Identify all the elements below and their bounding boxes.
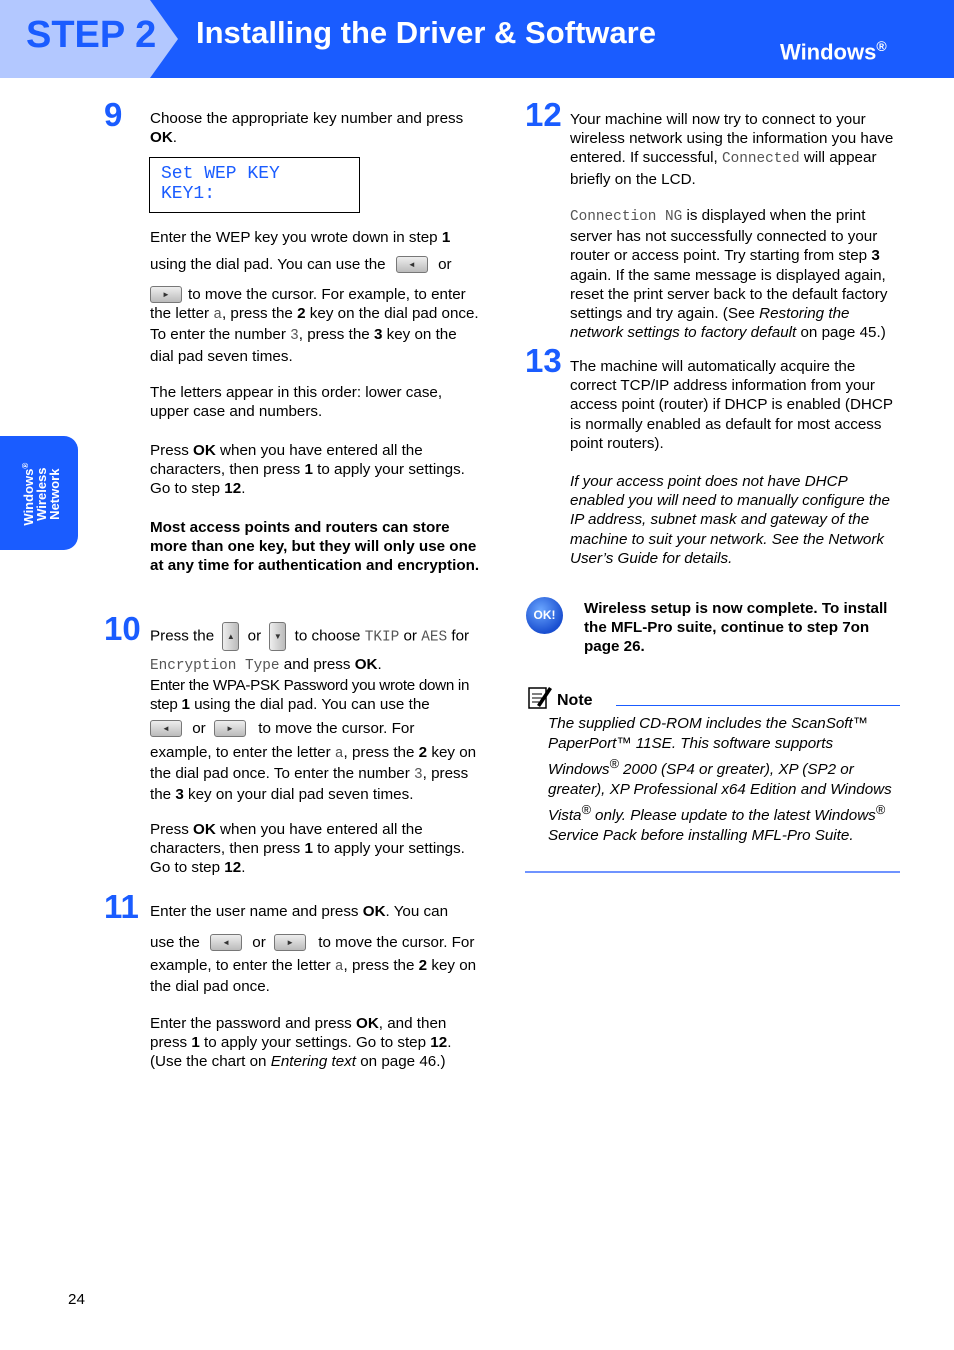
step-11-para-2: Enter the password and press OK, and then press 1 to apply your settings. Go to step 12. (Use the chart on Entering text on page 46.) xyxy=(150,1015,452,1071)
step-9-para-3: Press OK when you have entered all the characters, then press 1 to apply your settings. Go to step 12. xyxy=(150,442,465,498)
down-arrow-key-icon: ▼ xyxy=(269,622,286,651)
completion-message: Wireless setup is now complete. To install the MFL-Pro suite, continue to step 7on page 26. xyxy=(584,600,888,656)
step-11-line-1: Enter the user name and press OK. You can xyxy=(150,903,449,920)
note-pencil-icon xyxy=(527,685,553,711)
page-header xyxy=(0,0,954,78)
step-9-warning: Most access points and routers can store more than one key, but they will only use one at any time for authentication and encryption. xyxy=(150,519,480,575)
step-label: STEP 2 xyxy=(26,14,157,56)
left-arrow-key-icon: ◄ xyxy=(210,934,242,951)
step-13-para-1: The machine will automatically acquire the correct TCP/IP address information from your access point (router) if DHCP is enabled (DHCP is normally enabled as default for most access point routers). xyxy=(570,358,893,452)
step-number-12: 12 xyxy=(525,96,562,133)
lcd-line-1: Set WEP KEY xyxy=(161,164,280,184)
step-9-para-1a: Enter the WEP key you wrote down in step 1 xyxy=(150,229,451,246)
step-11-line-3: example, to enter the letter a, press the 2 key on the dial pad once. xyxy=(150,957,477,996)
step-number-10: 10 xyxy=(104,610,141,647)
step-13-para-2: If your access point does not have DHCP enabled you will need to manually configure the IP address, subnet mask and gateway of the machine to suit your network. See the Network User’s Guide for details. xyxy=(570,473,890,567)
right-arrow-key-icon: ► xyxy=(274,934,306,951)
step-12-para-2: Connection NG is displayed when the print server has not successfully connected to your router or access point. Try starting from step 3 again. If the same message is displayed again, reset the print server back to the default factory settings and try again. (See Restoring the network settings to factory default on page 45.) xyxy=(570,207,888,342)
note-divider-top xyxy=(616,705,900,706)
note-text: The supplied CD-ROM includes the ScanSoft™ PaperPort™ 11SE. This software supports Windows® 2000 (SP4 or greater), XP (SP2 or greater), XP Professional x64 Edition and Windows Vista® only. Please update to the latest Windows® Service Pack before installing MFL-Pro Suite. xyxy=(548,715,892,845)
left-arrow-key-icon: ◄ xyxy=(150,720,182,737)
right-arrow-key-icon: ► xyxy=(150,286,182,303)
left-arrow-key-icon: ◄ xyxy=(396,256,428,273)
step-10-para-2: Press OK when you have entered all the characters, then press 1 to apply your settings. Go to step 12. xyxy=(150,821,465,877)
side-tab-label: Windows® Wireless Network xyxy=(20,462,63,526)
step-12-para-1: Your machine will now try to connect to your wireless network using the information you have entered. If successful, Connected will appear briefly on the LCD. xyxy=(570,111,894,188)
section-side-tab xyxy=(0,436,78,550)
step-9-para-1c: ► to move the cursor. For example, to enter the letter a, press the 2 key on the dial pad once. To enter the number 3, press the 3 key on the dial pad seven times. xyxy=(150,286,479,365)
step-10-line-3: ◄ or ► to move the cursor. For xyxy=(150,719,480,738)
step-10-line-2: Encryption Type and press OK. Enter the WPA-PSK Password you wrote down in step 1 using the dial pad. You can use the xyxy=(150,656,470,714)
os-label: Windows® xyxy=(780,38,887,65)
step-number-9: 9 xyxy=(104,96,123,133)
lcd-line-2: KEY1: xyxy=(161,184,216,204)
step-9-para-2: The letters appear in this order: lower case, upper case and numbers. xyxy=(150,384,443,421)
step-9-intro: Choose the appropriate key number and press OK. xyxy=(150,110,464,147)
note-label: Note xyxy=(557,692,593,709)
step-number-11: 11 xyxy=(104,888,139,925)
right-arrow-key-icon: ► xyxy=(214,720,246,737)
step-9-para-1b: using the dial pad. You can use the ◄ or xyxy=(150,256,452,273)
step-11-line-2: use the ◄ or ► to move the cursor. For xyxy=(150,934,475,951)
step-10-line-1: Press the ▲ or ▼ to choose TKIP or AES for xyxy=(150,622,485,651)
page-number: 24 xyxy=(68,1291,85,1308)
step-10-line-4: example, to enter the letter a, press the 2 key on the dial pad once. To enter the number 3, press the 3 key on your dial pad seven times. xyxy=(150,744,477,804)
note-divider-bottom xyxy=(525,871,900,873)
up-arrow-key-icon: ▲ xyxy=(222,622,239,651)
step-number-13: 13 xyxy=(525,342,562,379)
lcd-display xyxy=(149,157,360,213)
page-title: Installing the Driver & Software xyxy=(196,15,656,50)
ok-check-icon: OK! xyxy=(526,597,563,634)
